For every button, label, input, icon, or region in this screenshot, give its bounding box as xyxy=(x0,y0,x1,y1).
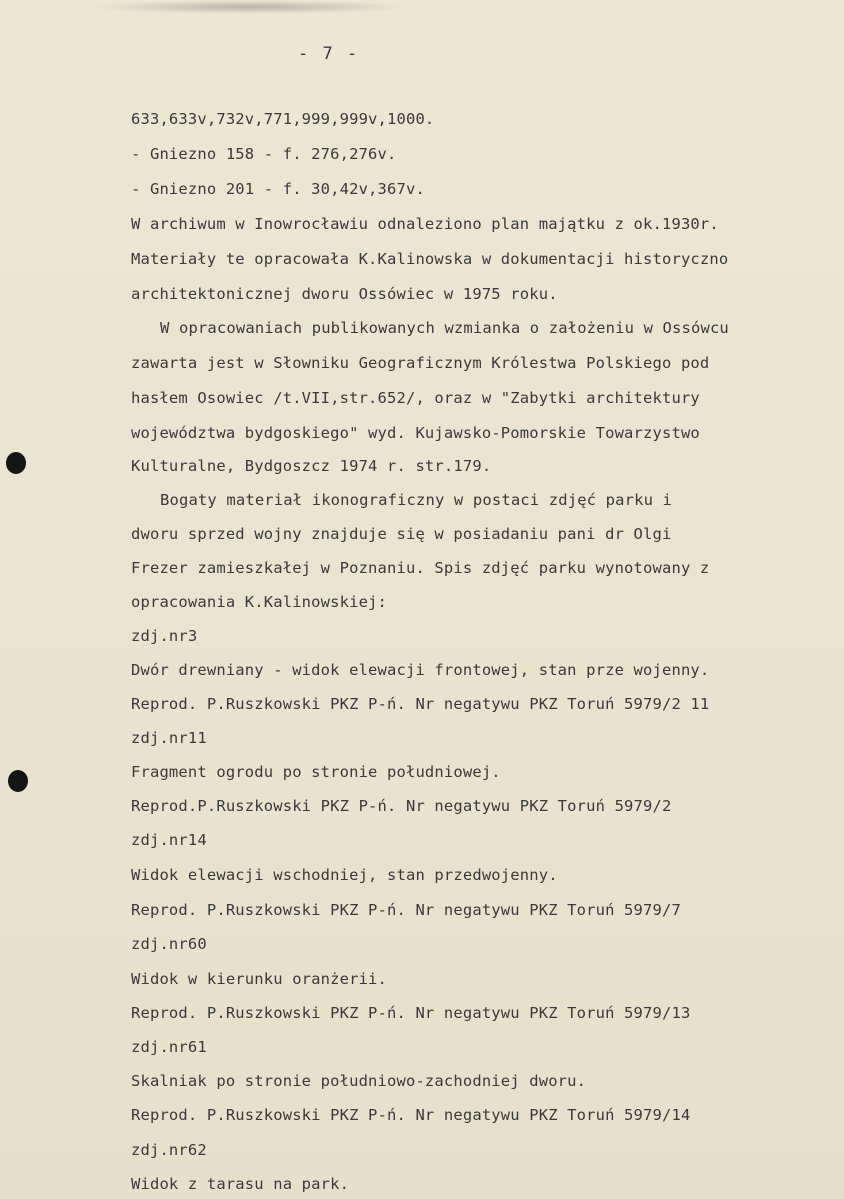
text-line: województwa bydgoskiego" wyd. Kujawsko-Pomorskie Towarzystwo xyxy=(131,424,700,442)
text-line: Frezer zamieszkałej w Poznaniu. Spis zdjęć parku wynotowany z xyxy=(131,559,710,577)
text-line: W opracowaniach publikowanych wzmianka o założeniu w Ossówcu xyxy=(160,319,729,337)
text-line: Fragment ogrodu po stronie południowej. xyxy=(131,763,501,781)
text-line: zawarta jest w Słowniku Geograficznym Królestwa Polskiego pod xyxy=(131,354,710,372)
text-line: hasłem Osowiec /t.VII,str.652/, oraz w "Zabytki architektury xyxy=(131,389,700,407)
text-line: Materiały te opracowała K.Kalinowska w dokumentacji historyczno xyxy=(131,250,729,268)
text-line: zdj.nr61 xyxy=(131,1038,207,1056)
text-line: dworu sprzed wojny znajduje się w posiadaniu pani dr Olgi xyxy=(131,525,672,543)
text-line: zdj.nr3 xyxy=(131,627,198,645)
text-line: Reprod. P.Ruszkowski PKZ P-ń. Nr negatywu PKZ Toruń 5979/2 11 xyxy=(131,695,710,713)
text-line: Reprod.P.Ruszkowski PKZ P-ń. Nr negatywu PKZ Toruń 5979/2 xyxy=(131,797,672,815)
scan-smudge xyxy=(90,0,410,14)
text-line: zdj.nr60 xyxy=(131,935,207,953)
text-line: zdj.nr14 xyxy=(131,831,207,849)
text-line: Kulturalne, Bydgoszcz 1974 r. str.179. xyxy=(131,457,492,475)
text-line: - Gniezno 201 - f. 30,42v,367v. xyxy=(131,180,425,198)
text-line: zdj.nr11 xyxy=(131,729,207,747)
text-line: Reprod. P.Ruszkowski PKZ P-ń. Nr negatywu PKZ Toruń 5979/14 xyxy=(131,1106,691,1124)
text-line: Bogaty materiał ikonograficzny w postaci zdjęć parku i xyxy=(160,491,673,509)
text-line: zdj.nr62 xyxy=(131,1141,207,1159)
page-number: - 7 - xyxy=(298,44,360,64)
punch-hole xyxy=(6,452,26,474)
text-line: Dwór drewniany - widok elewacji frontowej, stan prze wojenny. xyxy=(131,661,710,679)
text-line: Widok w kierunku oranżerii. xyxy=(131,970,388,988)
text-line: Skalniak po stronie południowo-zachodniej dworu. xyxy=(131,1072,587,1090)
text-line: architektonicznej dworu Ossówiec w 1975 roku. xyxy=(131,285,558,303)
text-line: Reprod. P.Ruszkowski PKZ P-ń. Nr negatywu PKZ Toruń 5979/7 xyxy=(131,901,681,919)
text-line: 633,633v,732v,771,999,999v,1000. xyxy=(131,110,435,128)
text-line: - Gniezno 158 - f. 276,276v. xyxy=(131,145,397,163)
text-line: opracowania K.Kalinowskiej: xyxy=(131,593,388,611)
text-line: Reprod. P.Ruszkowski PKZ P-ń. Nr negatywu PKZ Toruń 5979/13 xyxy=(131,1004,691,1022)
text-line: Widok elewacji wschodniej, stan przedwojenny. xyxy=(131,866,558,884)
punch-hole xyxy=(8,770,28,792)
text-line: Widok z tarasu na park. xyxy=(131,1175,350,1193)
text-line: W archiwum w Inowrocławiu odnaleziono plan majątku z ok.1930r. xyxy=(131,215,719,233)
